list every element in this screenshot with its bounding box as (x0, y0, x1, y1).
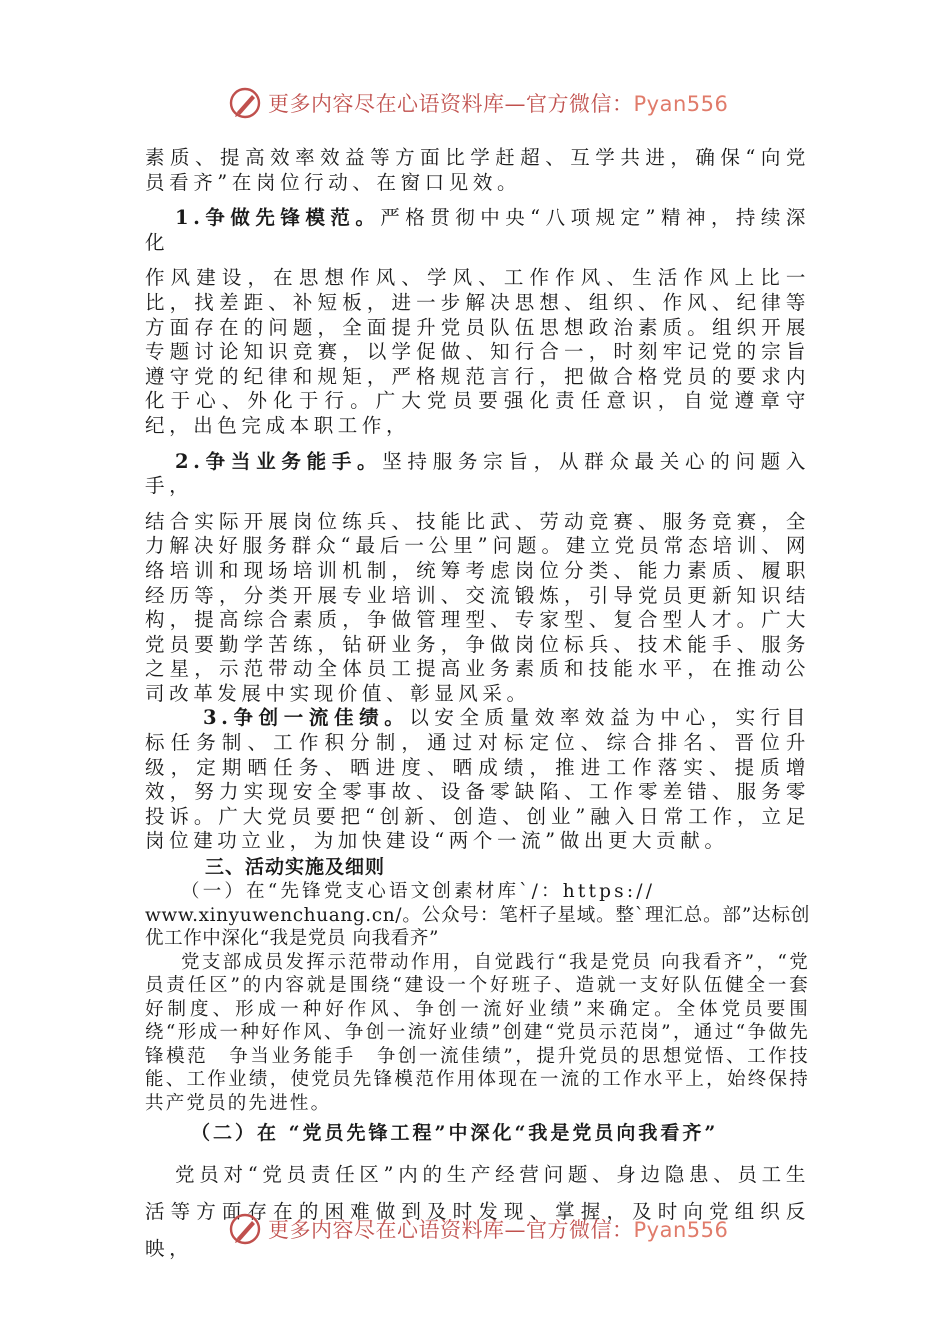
wechat-id: Pyan556 (633, 1218, 729, 1242)
section-heading: 三、活动实施及细则 (205, 856, 386, 879)
pen-logo-icon (228, 86, 262, 120)
item1-title: 1.争做先锋模范。 (175, 206, 381, 230)
watermark-banner-top (228, 86, 728, 120)
wechat-id: Pyan556 (633, 92, 729, 116)
sub1-heading-line2: www.xinyuwenchuang.cn/。公众号：笔杆子星域。整`理汇总。部”达标创优工作中深化“我是党员 向我看齐” (145, 904, 810, 950)
item2-line: 2.争当业务能手。坚持服务宗旨，从群众最关心的问题入手， (145, 449, 811, 498)
item2-body: 结合实际开展岗位练兵、技能比武、劳动竞赛、服务竞赛，全力解决好服务群众“最后一公里”问题。建立党员常态培训、网络培训和现场培训机制，统筹考虑岗位分类、能力素质、履职经历等，分类开展专业培训、交流锻炼，引导党员更新知识结构，提高综合素质，争做管理型、专家型、复合型人才。广大党员要勤学苦练，钻研业务，争做岗位标兵、技术能手、服务之星，示范带动全体员工提高业务素质和技能水平，在推动公司改革发展中实现价值、彰显风采。 (145, 509, 810, 705)
sub1-heading-line1: （一）在“先锋党支心语文创素材库`/：https:// (181, 881, 656, 903)
watermark-banner-bottom (228, 1212, 728, 1246)
item1-line: 1.争做先锋模范。严格贯彻中央“八项规定”精神，持续深化 (145, 206, 810, 254)
pen-logo-icon (228, 1212, 262, 1246)
item3-paragraph: 3.争创一流佳绩。以安全质量效率效益为中心，实行目标任务制、工作积分制，通过对标定位、综合排名、晋位升级，定期晒任务、晒进度、晒成绩，推进工作落实、提质增效，努力实现安全零事故、设备零缺陷、工作零差错、服务零投诉。广大党员要把“创新、创造、创业”融入日常工作，立足岗位建功立业，为加快建设“两个一流”做出更大贡献。 (145, 706, 810, 853)
paragraph: 素质、提高效率效益等方面比学赶超、互学共进，确保“向党员看齐”在岗位行动、在窗口见效。 (145, 146, 810, 194)
sub1-body: 党支部成员发挥示范带动作用，自觉践行“我是党员 向我看齐”，“党员责任区”的内容就是围绕“建设一个好班子、造就一支好队伍健全一套好制度、形成一种好作风、争创一流好业绩”来确定。全体党员要围绕“形成一种好作风、争创一流好业绩”创建“党员示范岗”，通过“争做先锋模范 争当业务能手 争创一流佳绩”，提升党员的思想觉悟、工作技能、工作业绩，使党员先锋模范作用体现在一流的工作水平上，始终保持共产党员的先进性。 (145, 951, 810, 1114)
document-body (145, 146, 810, 1267)
sub2-heading: （二）在 “党员先锋工程”中深化“我是党员向我看齐” (191, 1122, 719, 1145)
item1-body: 作风建设，在思想作风、学风、工作作风、生活作风上比一比，找差距、补短板，进一步解决思想、组织、作风、纪律等方面存在的问题，全面提升党员队伍思想政治素质。组织开展专题讨论知识竞赛，以学促做、知行合一，时刻牢记党的宗旨遵守党的纪律和规矩，严格规范言行，把做合格党员的要求内化于心、外化于行。广大党员要强化责任意识，自觉遵章守纪，出色完成本职工作， (145, 266, 810, 437)
watermark-text: 更多内容尽在心语资料库—官方微信：Pyan556 (268, 1218, 729, 1242)
item2-title: 2.争当业务能手。 (175, 449, 383, 473)
watermark-text: 更多内容尽在心语资料库—官方微信：Pyan556 (268, 92, 729, 116)
sub2-body: 党员对“党员责任区”内的生产经营问题、身边隐患、员工生活等方面存在的困难做到及时发现、掌握，及时向党组织反映， (145, 1162, 810, 1260)
item3-title: 3.争创一流佳绩。 (203, 706, 410, 730)
